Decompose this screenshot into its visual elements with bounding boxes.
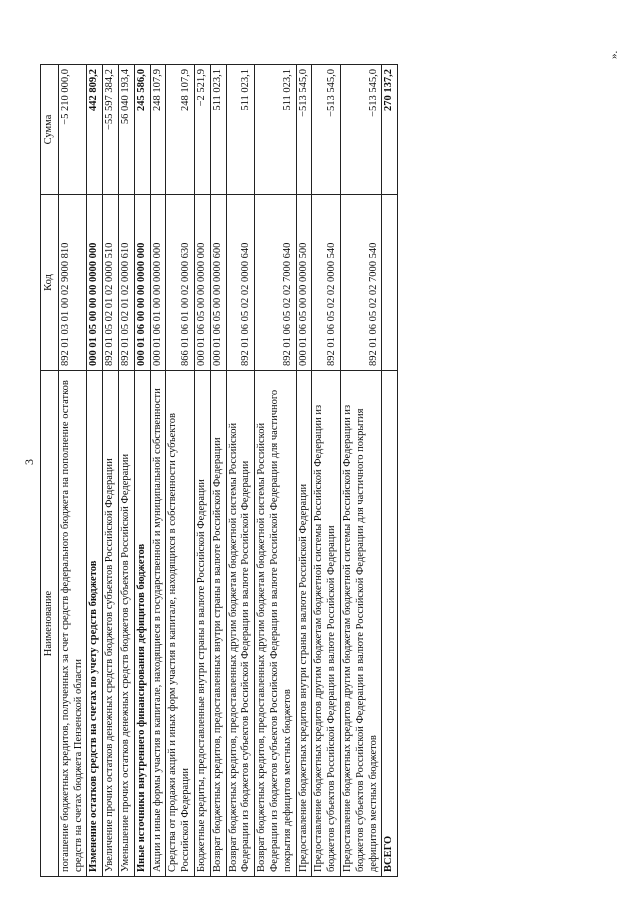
- row-code: 892 01 06 05 02 02 0000 640: [226, 195, 255, 371]
- row-code: 892 01 05 02 01 02 0000 510: [103, 195, 119, 371]
- row-sum: 56 040 193,4: [118, 65, 134, 195]
- table-row: [226, 65, 255, 877]
- row-name: Возврат бюджетных кредитов, предоставленных другим бюджетам бюджетной системы Российской Федерации из бюджетов субъектов Российской Федерации в валюте Российской Федерации: [226, 371, 255, 877]
- row-sum: 511 023,1: [226, 65, 255, 195]
- row-name: Изменение остатков средств на счетах по учету средств бюджетов: [87, 371, 103, 877]
- row-code: 000 01 06 01 00 00 0000 000: [150, 195, 166, 371]
- header-sum: Сумма: [41, 65, 59, 195]
- row-sum: 248 107,9: [150, 65, 166, 195]
- table-row: [87, 65, 103, 877]
- table-row: [382, 65, 398, 877]
- table-row: [340, 65, 381, 877]
- header-code: Код: [41, 195, 59, 371]
- row-name: ВСЕГО: [382, 371, 398, 877]
- row-name: Предоставление бюджетных кредитов другим бюджетам бюджетной системы Российской Федерации из бюджетов субъектов Российской Федерации в валюте Российской Федерации: [312, 371, 341, 877]
- row-sum: −513 545,0: [312, 65, 341, 195]
- row-sum: −513 545,0: [340, 65, 381, 195]
- row-code: 866 01 06 01 00 02 0000 630: [166, 195, 195, 371]
- table-body: [58, 65, 397, 877]
- row-code: 892 01 06 05 02 02 7000 640: [255, 195, 296, 371]
- row-code: [382, 195, 398, 371]
- table-row: [103, 65, 119, 877]
- row-name: Акции и иные формы участия в капитале, находящиеся в государственной и муниципальной собственности: [150, 371, 166, 877]
- row-sum: −5 210 000,0: [58, 65, 87, 195]
- table-row: [210, 65, 226, 877]
- row-name: Уменьшение прочих остатков денежных средств бюджетов субъектов Российской Федерации: [118, 371, 134, 877]
- row-sum: −55 597 384,2: [103, 65, 119, 195]
- header-name: Наименование: [41, 371, 59, 877]
- table-row: [296, 65, 312, 877]
- row-sum: −513 545,0: [296, 65, 312, 195]
- row-name: Возврат бюджетных кредитов, предоставленных другим бюджетам бюджетной системы Российской Федерации из бюджетов субъектов Российской Федерации в валюте Российской Федерации для частичного покрытия дефицитов местных бюджетов: [255, 371, 296, 877]
- table-row: [134, 65, 150, 877]
- row-code: 000 01 05 00 00 00 0000 000: [87, 195, 103, 371]
- row-code: 892 01 06 05 02 02 0000 540: [312, 195, 341, 371]
- table-row: [118, 65, 134, 877]
- row-code: 000 01 06 05 00 00 0000 000: [194, 195, 210, 371]
- row-sum: 442 809,2: [87, 65, 103, 195]
- table-row: [150, 65, 166, 877]
- row-code: 892 01 06 05 02 02 7000 540: [340, 195, 381, 371]
- row-name: Возврат бюджетных кредитов, предоставленных внутри страны в валюте Российской Федерации: [210, 371, 226, 877]
- table-header-row: [41, 65, 59, 877]
- row-name: Бюджетные кредиты, предоставленные внутри страны в валюте Российской Федерации: [194, 371, 210, 877]
- row-name: Средства от продажи акций и иных форм участия в капитале, находящихся в собственности субъектов Российской Федерации: [166, 371, 195, 877]
- row-sum: 245 586,0: [134, 65, 150, 195]
- row-sum: −2 521,9: [194, 65, 210, 195]
- table-row: [166, 65, 195, 877]
- row-code: 000 01 06 05 00 00 0000 600: [210, 195, 226, 371]
- row-name: погашение бюджетных кредитов, полученных за счет средств федерального бюджета на пополнение остатков средств на счетах бюджета Пензенской области: [58, 371, 87, 877]
- row-code: 892 01 03 01 00 02 9000 810: [58, 195, 87, 371]
- row-code: 000 01 06 05 00 00 0000 500: [296, 195, 312, 371]
- row-name: Предоставление бюджетных кредитов другим бюджетам бюджетной системы Российской Федерации из бюджетов субъектов Российской Федерации в валюте Российской Федерации для частичного покрытия дефицитов местных бюджетов: [340, 371, 381, 877]
- sources-table: [40, 64, 398, 877]
- row-code: 000 01 06 00 00 00 0000 000: [134, 195, 150, 371]
- table-row: [312, 65, 341, 877]
- row-sum: 270 137,2: [382, 65, 398, 195]
- closing-quote-mark: ».: [608, 50, 620, 59]
- table-row: [194, 65, 210, 877]
- table-row: [255, 65, 296, 877]
- table-row: [58, 65, 87, 877]
- row-code: 892 01 05 02 01 02 0000 610: [118, 195, 134, 371]
- row-name: Предоставление бюджетных кредитов внутри страны в валюте Российской Федерации: [296, 371, 312, 877]
- row-sum: 248 107,9: [166, 65, 195, 195]
- row-name: Иные источники внутреннего финансирования дефицитов бюджетов: [134, 371, 150, 877]
- row-sum: 511 023,1: [210, 65, 226, 195]
- row-name: Увеличение прочих остатков денежных средств бюджетов субъектов Российской Федерации: [103, 371, 119, 877]
- page-number: 3: [22, 459, 36, 465]
- row-sum: 511 023,1: [255, 65, 296, 195]
